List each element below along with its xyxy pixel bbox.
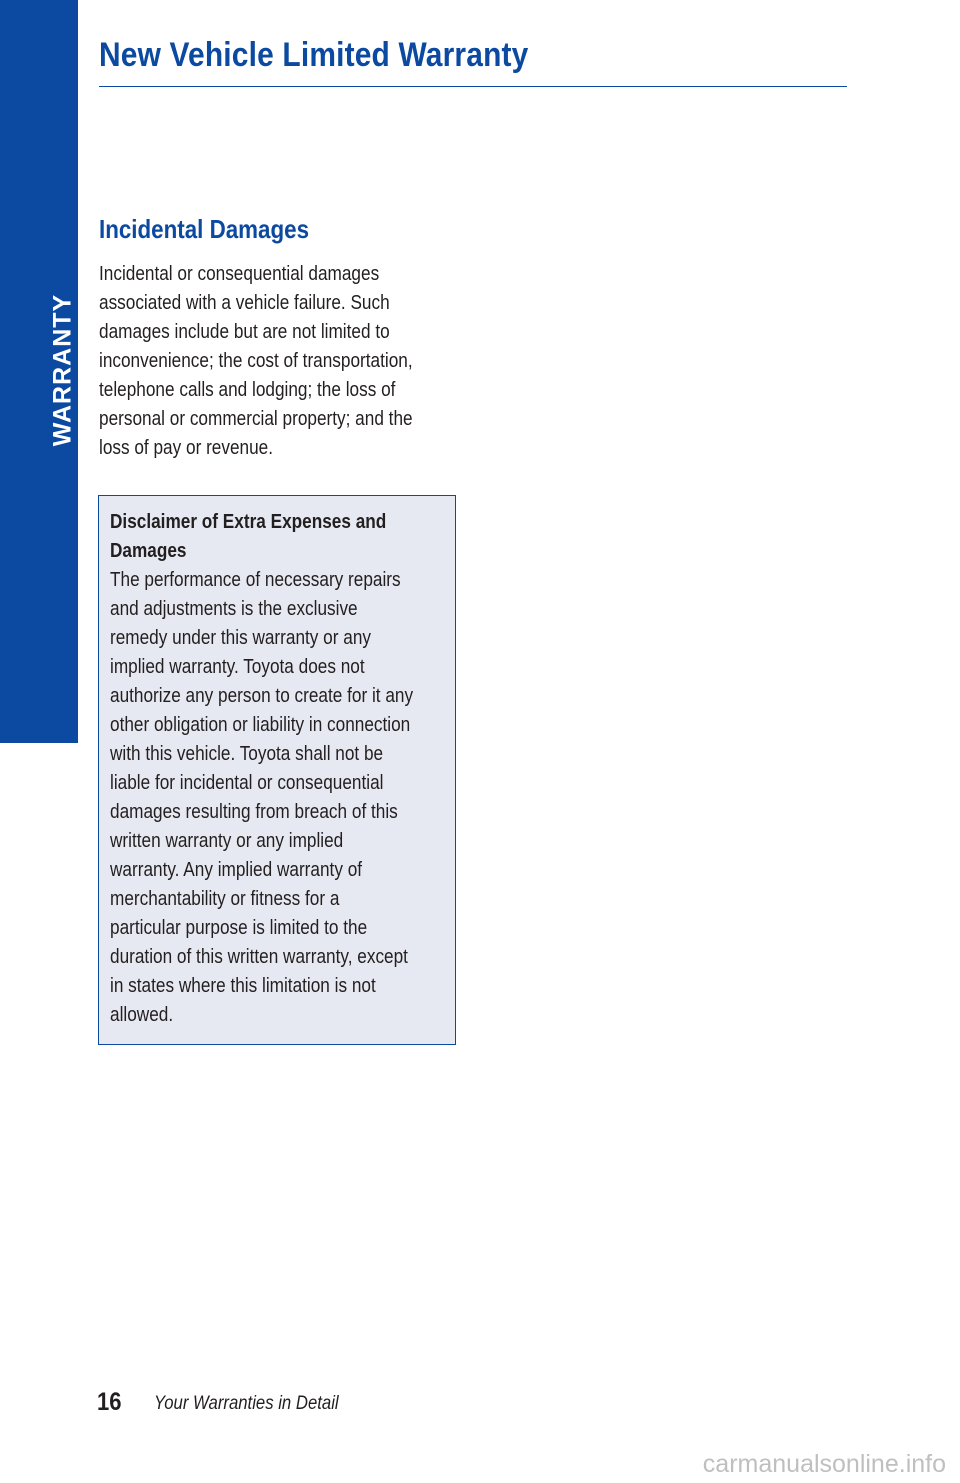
incidental-damages-heading: Incidental Damages xyxy=(99,214,310,244)
text-line: telephone calls and lodging; the loss of xyxy=(99,379,396,401)
text-line: allowed. xyxy=(110,1004,174,1026)
text-line: The performance of necessary repairs xyxy=(110,569,401,591)
heading-line: Disclaimer of Extra Expenses and xyxy=(110,511,387,533)
heading-line: Damages xyxy=(110,540,187,562)
title-divider xyxy=(99,86,847,87)
text-line: associated with a vehicle failure. Such xyxy=(99,292,390,314)
disclaimer-heading xyxy=(110,508,413,566)
text-line: particular purpose is limited to the xyxy=(110,917,368,939)
text-line: Incidental or consequential damages xyxy=(99,263,380,285)
text-line: with this vehicle. Toyota shall not be xyxy=(110,743,384,765)
footer-section-label: Your Warranties in Detail xyxy=(154,1393,339,1414)
text-line: warranty. Any implied warranty of xyxy=(110,859,363,881)
watermark: carmanualsonline.info xyxy=(702,1450,946,1478)
text-line: authorize any person to create for it any xyxy=(110,685,414,707)
text-line: in states where this limitation is not xyxy=(110,975,376,997)
text-line: merchantability or fitness for a xyxy=(110,888,340,910)
text-line: personal or commercial property; and the xyxy=(99,408,413,430)
text-line: damages include but are not limited to xyxy=(99,321,390,343)
incidental-damages-text xyxy=(99,260,443,463)
text-line: liable for incidental or consequential xyxy=(110,772,384,794)
page-title: New Vehicle Limited Warranty xyxy=(99,36,529,74)
page-number: 16 xyxy=(97,1388,122,1416)
text-line: remedy under this warranty or any xyxy=(110,627,371,649)
disclaimer-box xyxy=(98,495,456,1045)
text-line: implied warranty. Toyota does not xyxy=(110,656,365,678)
disclaimer-body xyxy=(110,566,413,1030)
text-line: inconvenience; the cost of transportation, xyxy=(99,350,413,372)
side-tab-label: WARRANTY xyxy=(48,293,77,447)
text-line: written warranty or any implied xyxy=(110,830,344,852)
text-line: duration of this written warranty, except xyxy=(110,946,408,968)
text-line: loss of pay or revenue. xyxy=(99,437,274,459)
disclaimer-content xyxy=(110,508,413,1030)
text-line: other obligation or liability in connection xyxy=(110,714,411,736)
text-line: and adjustments is the exclusive xyxy=(110,598,358,620)
text-line: damages resulting from breach of this xyxy=(110,801,398,823)
